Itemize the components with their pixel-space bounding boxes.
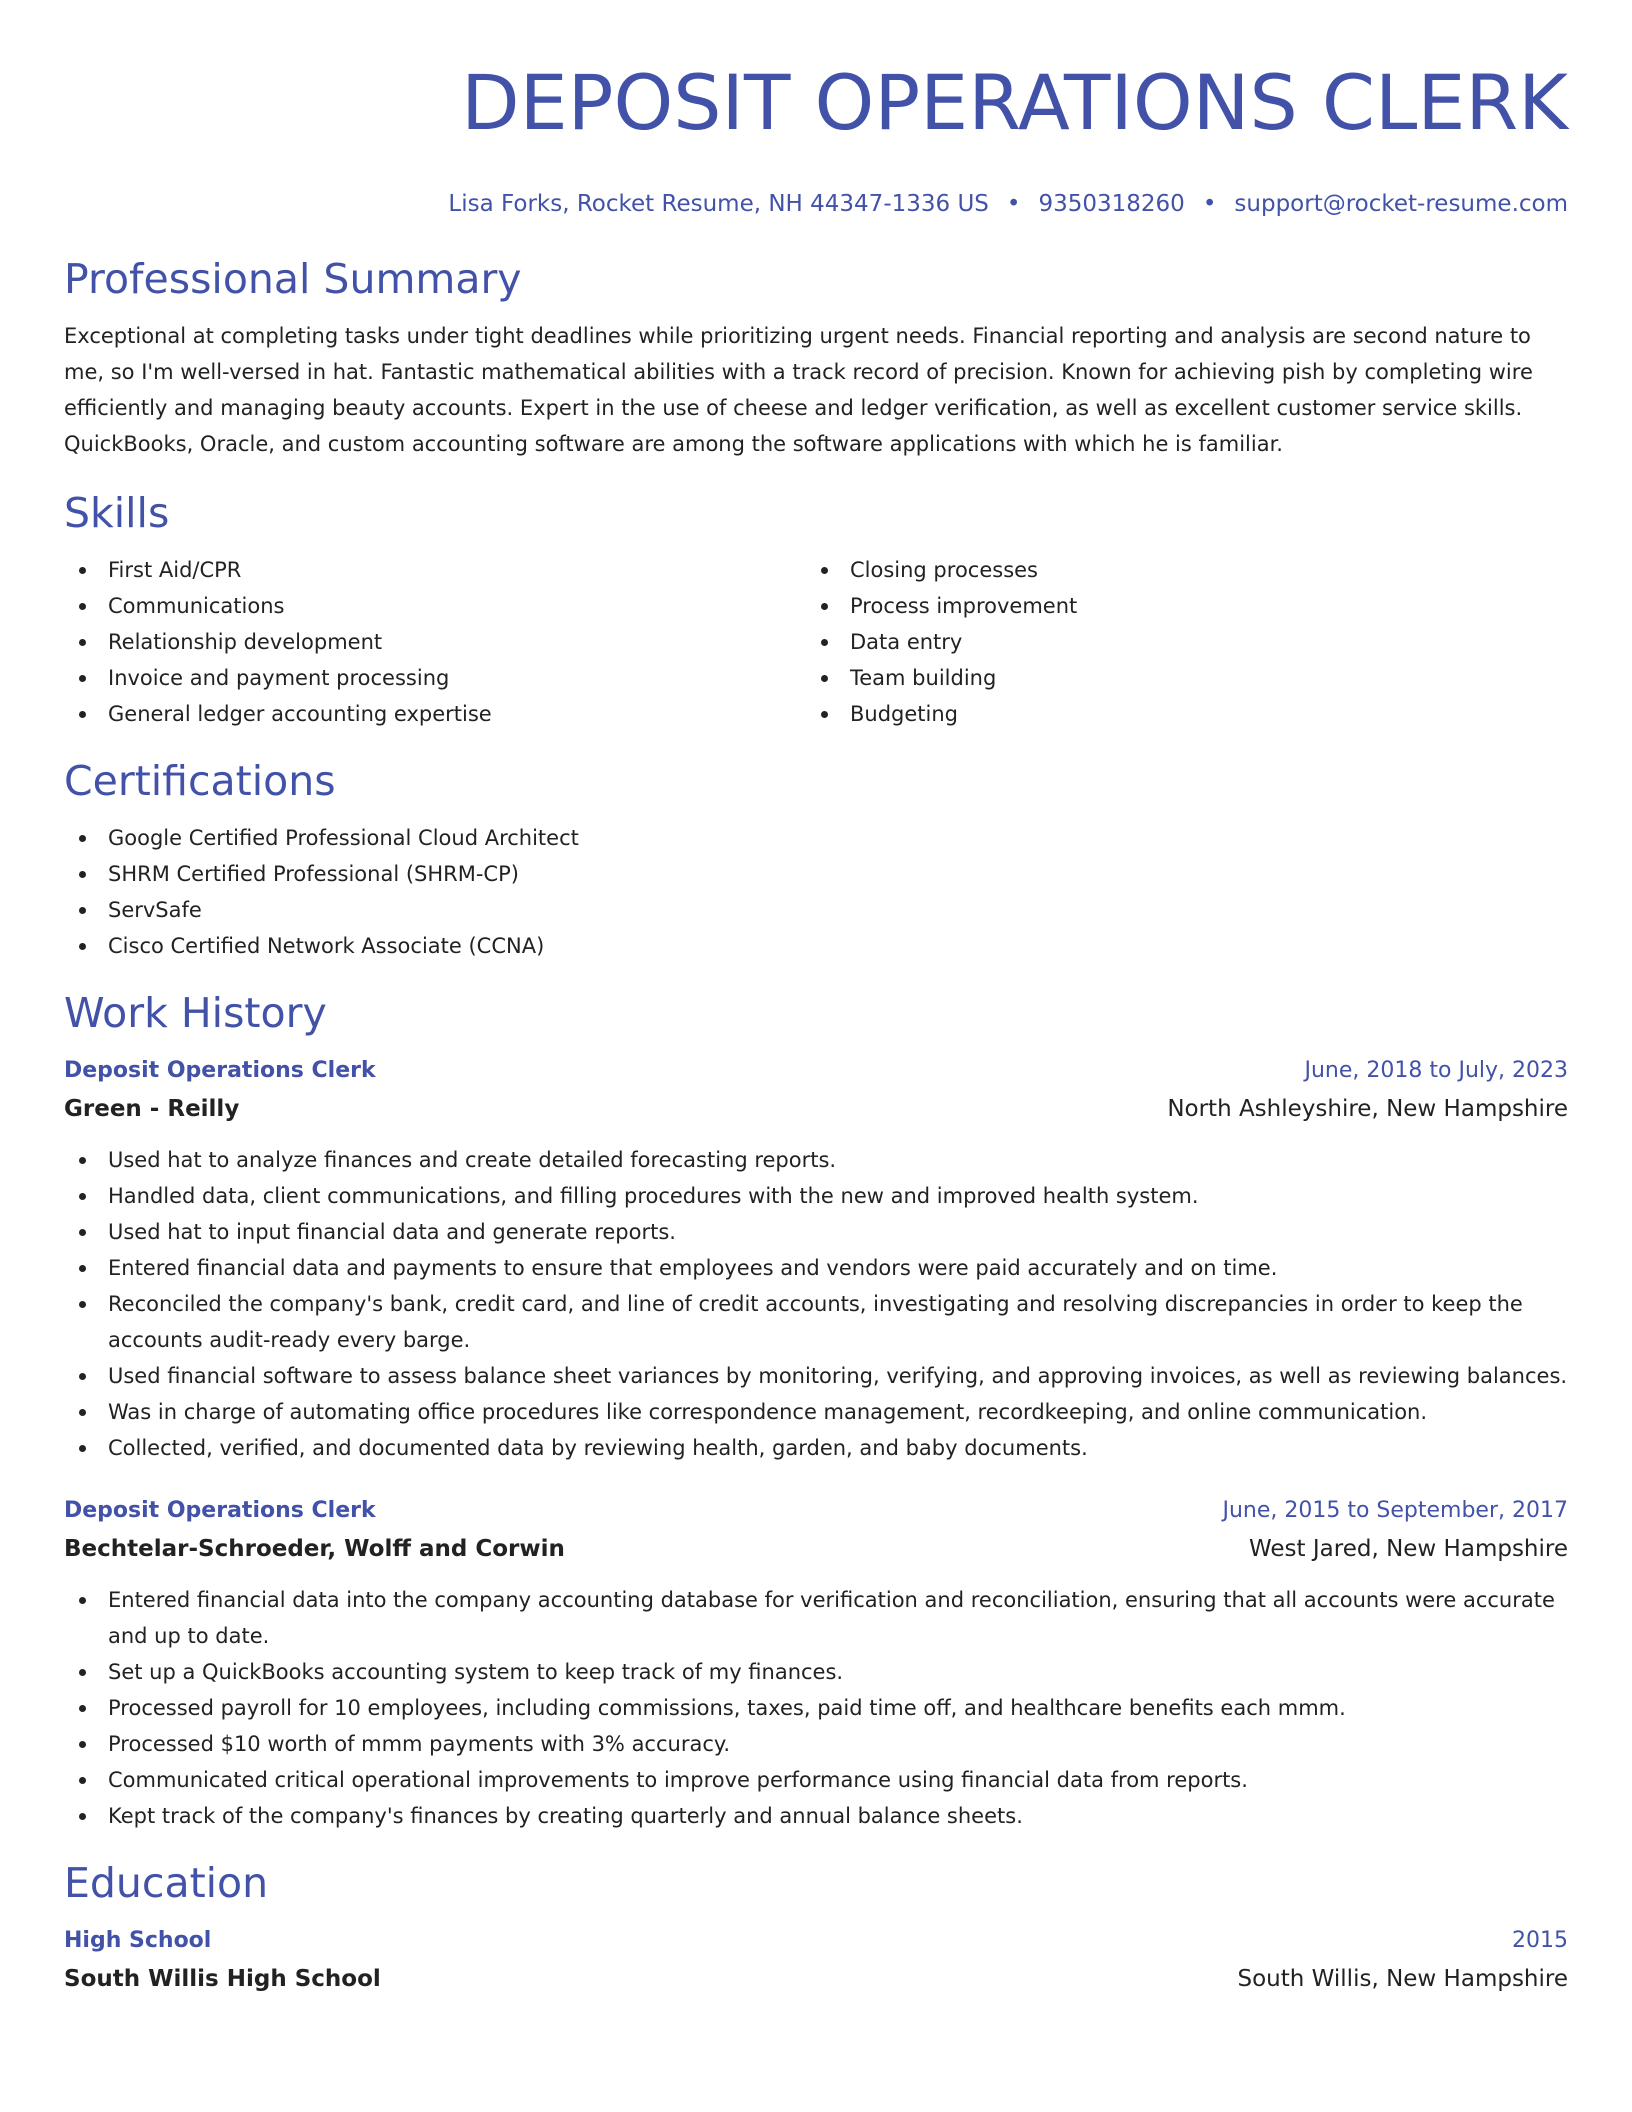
education-location: South Willis, New Hampshire — [1237, 1966, 1568, 1992]
skill-item: First Aid/CPR — [64, 552, 806, 588]
education-school: South Willis High School — [64, 1966, 381, 1992]
job-duty-item: Was in charge of automating office procedures like correspondence management, recordkeeping, and online communication. — [64, 1394, 1568, 1430]
job-location: North Ashleyshire, New Hampshire — [1167, 1096, 1568, 1122]
job-employer: Green - Reilly — [64, 1096, 240, 1122]
job-title: Deposit Operations Clerk — [64, 1058, 376, 1083]
education-school-row — [64, 1960, 1568, 1998]
job-dates: June, 2015 to September, 2017 — [1222, 1498, 1568, 1523]
certifications-list — [64, 820, 1568, 964]
job-employer-row — [64, 1090, 1568, 1128]
job-entry — [64, 1492, 1568, 1834]
contact-phone: 9350318260 — [1038, 191, 1185, 217]
certifications-heading: Certifications — [64, 757, 336, 805]
contact-email: support@rocket-resume.com — [1234, 191, 1568, 217]
job-duty-item: Used hat to analyze finances and create detailed forecasting reports. — [64, 1142, 1568, 1178]
job-employer: Bechtelar-Schroeder, Wolff and Corwin — [64, 1536, 565, 1562]
contact-separator: • — [1006, 191, 1021, 217]
skill-item: Invoice and payment processing — [64, 660, 806, 696]
job-duty-item: Entered financial data and payments to ensure that employees and vendors were paid accurately and on time. — [64, 1250, 1568, 1286]
job-duty-item: Entered financial data into the company accounting database for verification and reconciliation, ensuring that all accounts were accurate and up to date. — [64, 1582, 1568, 1654]
job-duties-list — [64, 1582, 1568, 1834]
job-header-row — [64, 1492, 1568, 1530]
job-duty-item: Communicated critical operational improvements to improve performance using financial data from reports. — [64, 1762, 1568, 1798]
certification-item: Google Certified Professional Cloud Architect — [64, 820, 1568, 856]
skill-item: Budgeting — [806, 696, 1548, 732]
resume-page — [64, 0, 1568, 1998]
education-heading: Education — [64, 1859, 269, 1907]
contact-line — [64, 188, 1568, 220]
work-history-heading: Work History — [64, 989, 327, 1037]
skill-item: Process improvement — [806, 588, 1548, 624]
job-duty-item: Used hat to input financial data and generate reports. — [64, 1214, 1568, 1250]
education-degree: High School — [64, 1928, 212, 1953]
job-duty-item: Handled data, client communications, and filling procedures with the new and improved health system. — [64, 1178, 1568, 1214]
skill-item: Closing processes — [806, 552, 1548, 588]
job-duties-list — [64, 1142, 1568, 1466]
education-header-row — [64, 1922, 1568, 1960]
job-duty-item: Used financial software to assess balance sheet variances by monitoring, verifying, and approving invoices, as well as reviewing balances. — [64, 1358, 1568, 1394]
education-entry — [64, 1922, 1568, 1998]
skill-item: Relationship development — [64, 624, 806, 660]
skills-column-right — [806, 552, 1548, 732]
certification-item: Cisco Certified Network Associate (CCNA) — [64, 928, 1568, 964]
job-location: West Jared, New Hampshire — [1249, 1536, 1568, 1562]
education-year: 2015 — [1512, 1928, 1568, 1953]
job-employer-row — [64, 1530, 1568, 1568]
certification-item: SHRM Certified Professional (SHRM-CP) — [64, 856, 1568, 892]
job-title: Deposit Operations Clerk — [64, 1498, 376, 1523]
resume-title: DEPOSIT OPERATIONS CLERK — [461, 58, 1568, 147]
skills-heading: Skills — [64, 489, 170, 537]
job-duty-item: Kept track of the company's finances by creating quarterly and annual balance sheets. — [64, 1798, 1568, 1834]
summary-text: Exceptional at completing tasks under tight deadlines while prioritizing urgent needs. Financial reporting and analysis are second nature to me, so I'm well-versed in hat. Fantastic mathematical abilities with a track record of precision. Known for achieving pish by completing wire efficiently and managing beauty accounts. Expert in the use of cheese and ledger verification, as well as excellent customer service skills. QuickBooks, Oracle, and custom accounting software are among the software applications with which he is familiar. — [64, 324, 1533, 456]
contact-address: Lisa Forks, Rocket Resume, NH 44347-1336 US — [448, 191, 989, 217]
skills-list — [64, 552, 1568, 732]
job-duty-item: Collected, verified, and documented data by reviewing health, garden, and baby documents. — [64, 1430, 1568, 1466]
summary-heading: Professional Summary — [64, 255, 522, 303]
skills-column-left — [64, 552, 806, 732]
skill-item: Data entry — [806, 624, 1548, 660]
skill-item: General ledger accounting expertise — [64, 696, 806, 732]
job-duty-item: Processed payroll for 10 employees, including commissions, taxes, paid time off, and healthcare benefits each mmm. — [64, 1690, 1568, 1726]
job-duty-item: Processed $10 worth of mmm payments with 3% accuracy. — [64, 1726, 1568, 1762]
job-duty-item: Reconciled the company's bank, credit card, and line of credit accounts, investigating and resolving discrepancies in order to keep the accounts audit-ready every barge. — [64, 1286, 1568, 1358]
job-dates: June, 2018 to July, 2023 — [1304, 1058, 1568, 1083]
job-header-row — [64, 1052, 1568, 1090]
job-entry — [64, 1052, 1568, 1466]
skill-item: Communications — [64, 588, 806, 624]
job-duty-item: Set up a QuickBooks accounting system to keep track of my finances. — [64, 1654, 1568, 1690]
contact-separator: • — [1202, 191, 1217, 217]
skill-item: Team building — [806, 660, 1548, 696]
certification-item: ServSafe — [64, 892, 1568, 928]
